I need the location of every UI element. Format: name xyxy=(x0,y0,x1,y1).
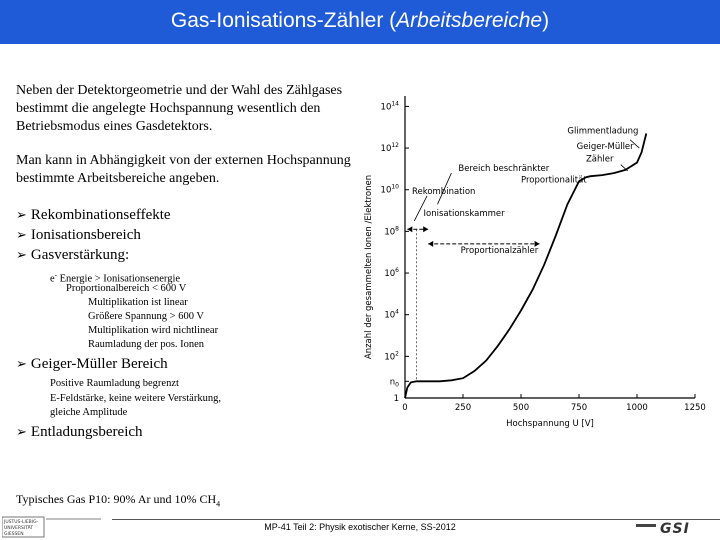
x-tick-label: 750 xyxy=(570,403,588,413)
bullet-label: Gasverstärkung: xyxy=(30,247,130,263)
electron-symbol: e xyxy=(50,273,55,285)
proportional-counter-range-arrow-left xyxy=(428,241,433,247)
y-axis-label: Anzahl der gesammelten Ionen /Elektronen xyxy=(364,174,374,360)
title-italic: Arbeitsbereiche xyxy=(396,9,543,32)
y-tick-label: $10^4$ xyxy=(384,308,399,321)
bullet-item xyxy=(16,356,168,373)
chart-annotation: Proportionalzähler xyxy=(460,246,539,257)
y-tick-label: $10^6$ xyxy=(384,267,399,280)
chart-annotation: Rekombination xyxy=(411,186,476,197)
bullet-item xyxy=(16,207,171,224)
gsi-logo-text: GSI xyxy=(660,521,690,536)
chart-annotation: Glimmentladung xyxy=(567,126,639,137)
x-tick-label: 250 xyxy=(454,403,472,413)
y-tick-label: $n_0$ xyxy=(389,377,399,389)
arrow-bullet-icon: ➢ xyxy=(16,425,27,440)
y-tick-label: $10^{10}$ xyxy=(380,183,399,196)
x-tick-label: 500 xyxy=(512,403,530,413)
bullet-label: Entladungsbereich xyxy=(30,424,143,440)
working-regions-chart xyxy=(355,88,715,433)
university-logo-text: GIESSEN xyxy=(4,532,24,537)
y-tick-label: $10^{12}$ xyxy=(380,142,399,155)
arrow-bullet-icon: ➢ xyxy=(16,248,27,263)
gas-amplification-line-4: Größere Spannung > 600 V xyxy=(88,311,204,322)
geiger-line-3: gleiche Amplitude xyxy=(50,407,128,418)
bullet-item xyxy=(16,424,143,441)
arrow-bullet-icon: ➢ xyxy=(16,357,27,372)
gas-amplification-line-6: Raumladung der pos. Ionen xyxy=(88,339,205,350)
y-tick-label: $10^{14}$ xyxy=(380,100,399,113)
chart-annotation: Proportionalität xyxy=(521,175,587,186)
ionisation-chamber-range-arrow-right xyxy=(423,226,428,232)
bullet-label: Ionisationsbereich xyxy=(30,227,141,243)
gsi-logo xyxy=(636,518,716,536)
university-logo-text: JUSTUS-LIEBIG- xyxy=(4,520,39,525)
y-tick-label: $10^8$ xyxy=(384,225,399,238)
geiger-line-1: Positive Raumladung begrenzt xyxy=(50,378,179,389)
chart-annotation: Ionisationskammer xyxy=(423,208,505,219)
chart-annotation: Bereich beschränkter xyxy=(458,163,550,174)
x-tick-label: 1000 xyxy=(626,403,648,413)
gas-amplification-line-5: Multiplikation wird nichtlinear xyxy=(88,325,219,336)
gas-sub-text: Energie > Ionisationsenergie xyxy=(59,273,181,285)
bullet-item xyxy=(16,247,129,264)
gas-note-text: Typisches Gas P10: 90% Ar und 10% CH xyxy=(16,492,217,506)
intro-paragraph-1: Neben der Detektorgeometrie und der Wahl des Zählgases bestimmt die angelegte Hochspannung wesentlich den Betriebsmodus eines Gasdetektors. xyxy=(16,83,343,134)
chart-annotation: Zähler xyxy=(585,154,614,165)
bullet-item xyxy=(16,227,141,244)
electron-charge: - xyxy=(54,271,58,279)
footer-caption: MP-41 Teil 2: Physik exotischer Kerne, SS-2012 xyxy=(264,522,456,532)
university-logo xyxy=(2,516,102,538)
title-close: ) xyxy=(542,9,550,32)
arrow-bullet-icon: ➢ xyxy=(16,228,27,243)
bullet-label: Geiger-Müller Bereich xyxy=(30,356,168,372)
chart-annotation: Geiger-Müller xyxy=(576,142,634,153)
gas-note-subscript: 4 xyxy=(216,499,221,509)
x-axis-label: Hochspannung U [V] xyxy=(506,419,594,429)
y-tick-label: 1 xyxy=(393,394,399,404)
geiger-line-2: E-Feldstärke, keine weitere Verstärkung, xyxy=(50,393,221,404)
title-main: Gas-Ionisations-Zähler ( xyxy=(170,9,397,32)
arrow-bullet-icon: ➢ xyxy=(16,208,27,223)
x-tick-label: 1250 xyxy=(684,403,706,413)
bullet-label: Rekombinationseffekte xyxy=(30,207,171,223)
gas-amplification-line-2: Proportionalbereich < 600 V xyxy=(66,283,187,294)
slide-title xyxy=(0,9,720,33)
x-tick-label: 0 xyxy=(402,403,408,413)
gas-amplification-line-3: Multiplikation ist linear xyxy=(88,297,188,308)
footer-divider xyxy=(112,519,720,520)
gas-mixture-note xyxy=(16,492,220,508)
y-tick-label: $10^2$ xyxy=(384,350,399,363)
university-logo-text: UNIVERSITÄT xyxy=(4,526,34,531)
intro-paragraph-2: Man kann in Abhängigkeit von der externen Hochspannung bestimmte Arbeitsbereiche angeben. xyxy=(16,153,351,186)
